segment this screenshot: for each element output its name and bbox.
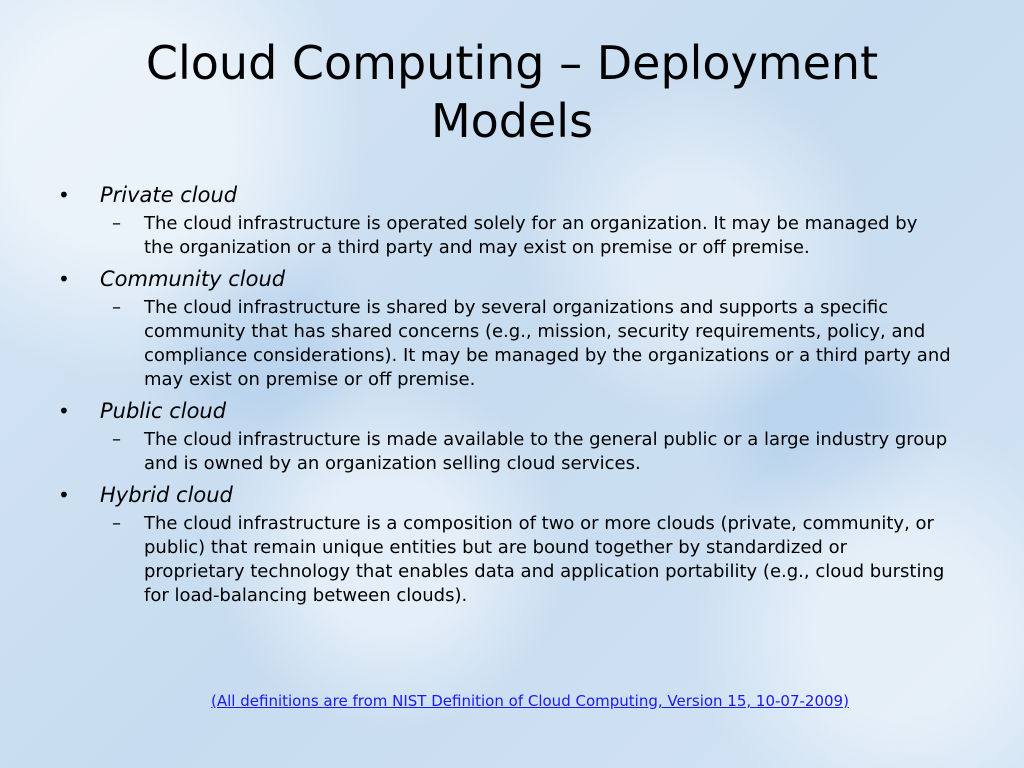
bullet-list — [58, 180, 958, 612]
sub-bullet-hybrid-cloud — [112, 512, 958, 608]
bullet-item-community-cloud — [58, 264, 958, 294]
bullet-heading: Hybrid cloud — [100, 483, 233, 507]
dash-icon: – — [112, 429, 121, 450]
bullet-description: The cloud infrastructure is operated solely for an organization. It may be managed by the organization or a third party and may exist on premise or off premise. — [144, 213, 918, 258]
bullet-item-public-cloud — [58, 396, 958, 426]
sub-bullet-public-cloud — [112, 428, 958, 476]
footer — [0, 690, 1024, 712]
dash-icon: – — [112, 513, 121, 534]
bullet-description: The cloud infrastructure is made available to the general public or a large industry group and is owned by an organization selling cloud services. — [144, 429, 948, 474]
sub-bullet-private-cloud — [112, 212, 958, 260]
bullet-icon: • — [58, 399, 70, 423]
slide-title: Cloud Computing – Deployment Models — [145, 36, 879, 148]
bullet-item-private-cloud — [58, 180, 958, 210]
bullet-icon: • — [58, 483, 70, 507]
bullet-description: The cloud infrastructure is shared by several organizations and supports a specific community that has shared concerns (e.g., mission, security requirements, policy, and compliance considerations). It may be managed by the organizations or a third party and may exist on premise or off premise. — [144, 297, 951, 390]
bullet-heading: Private cloud — [100, 183, 238, 207]
bullet-icon: • — [58, 267, 70, 291]
bullet-description: The cloud infrastructure is a composition of two or more clouds (private, community, or public) that remain unique entities but are bound together by standardized or proprietary technology that enables data and application portability (e.g., cloud bursting for load-balancing between clouds). — [144, 513, 945, 606]
bullet-heading: Public cloud — [100, 399, 227, 423]
bullet-icon: • — [58, 183, 70, 207]
sub-bullet-community-cloud — [112, 296, 958, 392]
bullet-item-hybrid-cloud — [58, 480, 958, 510]
bullet-heading: Community cloud — [100, 267, 286, 291]
dash-icon: – — [112, 213, 121, 234]
nist-source-link[interactable]: (All definitions are from NIST Definition of Cloud Computing, Version 15, 10-07-2009) — [211, 692, 849, 710]
dash-icon: – — [112, 297, 121, 318]
